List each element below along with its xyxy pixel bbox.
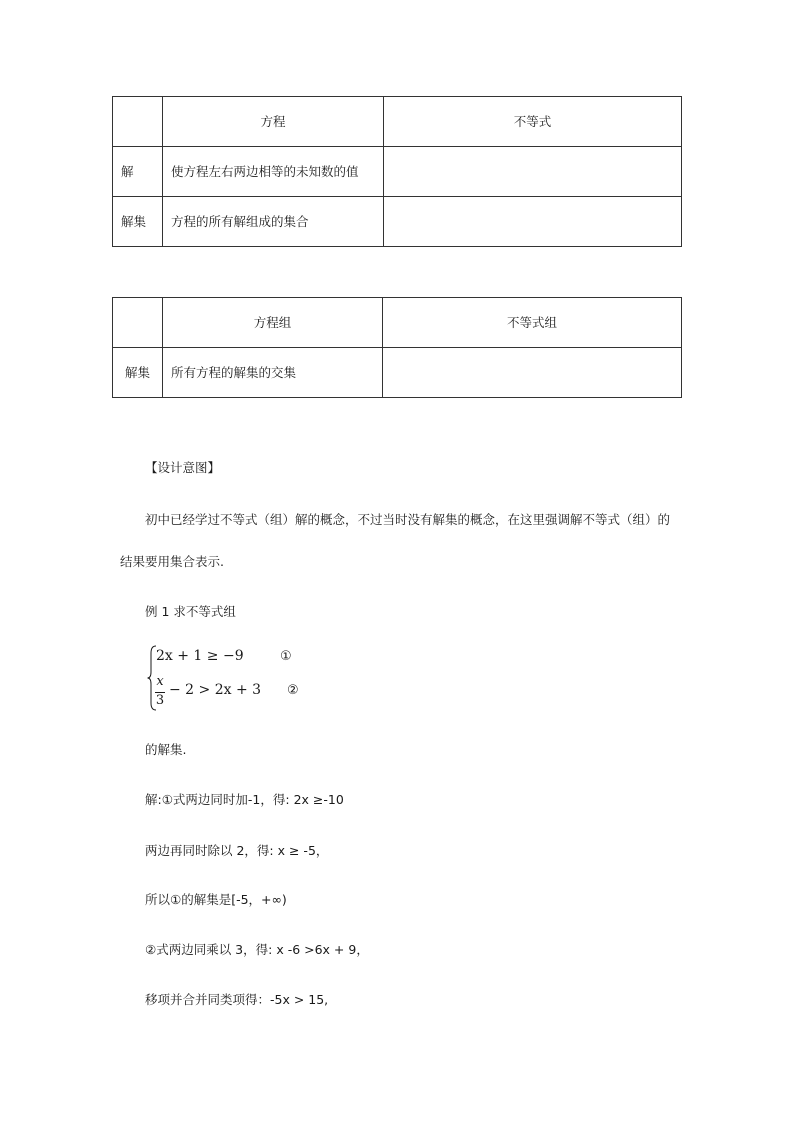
table-header-cell: 方程: [163, 97, 384, 147]
solution-step: 移项并合并同类项得：-5x > 15,: [145, 992, 329, 1007]
inequality-2: − 2 > 2x + 3: [169, 682, 262, 698]
table-header-cell: [113, 97, 163, 147]
table-row: [113, 147, 682, 197]
design-heading: 【设计意图】: [145, 460, 221, 475]
table-cell: [384, 197, 682, 247]
table-header-cell: 不等式: [384, 97, 682, 147]
table-cell: [383, 348, 682, 398]
definition-table-equation-inequality: [112, 96, 682, 247]
table-row: [113, 197, 682, 247]
solution-step: 两边再同时除以 2，得: x ≥ -5，: [145, 843, 329, 858]
design-text-line: 结果要用集合表示.: [120, 554, 224, 569]
fraction-numerator: x: [156, 674, 164, 689]
table-cell: [384, 147, 682, 197]
table-cell: 解集: [113, 348, 163, 398]
definition-table-system: [112, 297, 682, 398]
circled-2: ②: [287, 683, 299, 698]
solution-step: ②式两边同乘以 3，得: x -6 >6x + 9，: [145, 942, 369, 957]
table-cell: 使方程左右两边相等的未知数的值: [163, 147, 384, 197]
solution-of-text: 的解集.: [145, 742, 187, 757]
solution-step: 解:①式两边同时加-1，得: 2x ≥-10: [145, 792, 344, 807]
table-header-cell: 方程组: [163, 298, 383, 348]
table-header-row: [113, 298, 682, 348]
circled-1: ①: [280, 649, 292, 664]
table-cell: 解: [113, 147, 163, 197]
example-title: 例 1 求不等式组: [145, 604, 236, 619]
table-row: [113, 348, 682, 398]
table-cell: 解集: [113, 197, 163, 247]
table-header-cell: [113, 298, 163, 348]
inequality-1: 2x + 1 ≥ −9: [156, 648, 244, 664]
fraction-denominator: 3: [155, 693, 165, 708]
table-header-cell: 不等式组: [383, 298, 682, 348]
design-text-line: 初中已经学过不等式（组）解的概念，不过当时没有解集的概念，在这里强调解不等式（组）的: [145, 512, 671, 527]
solution-step: 所以①的解集是[-5，+∞): [145, 892, 287, 907]
table-cell: 所有方程的解集的交集: [163, 348, 383, 398]
table-header-row: [113, 97, 682, 147]
table-cell: 方程的所有解组成的集合: [163, 197, 384, 247]
